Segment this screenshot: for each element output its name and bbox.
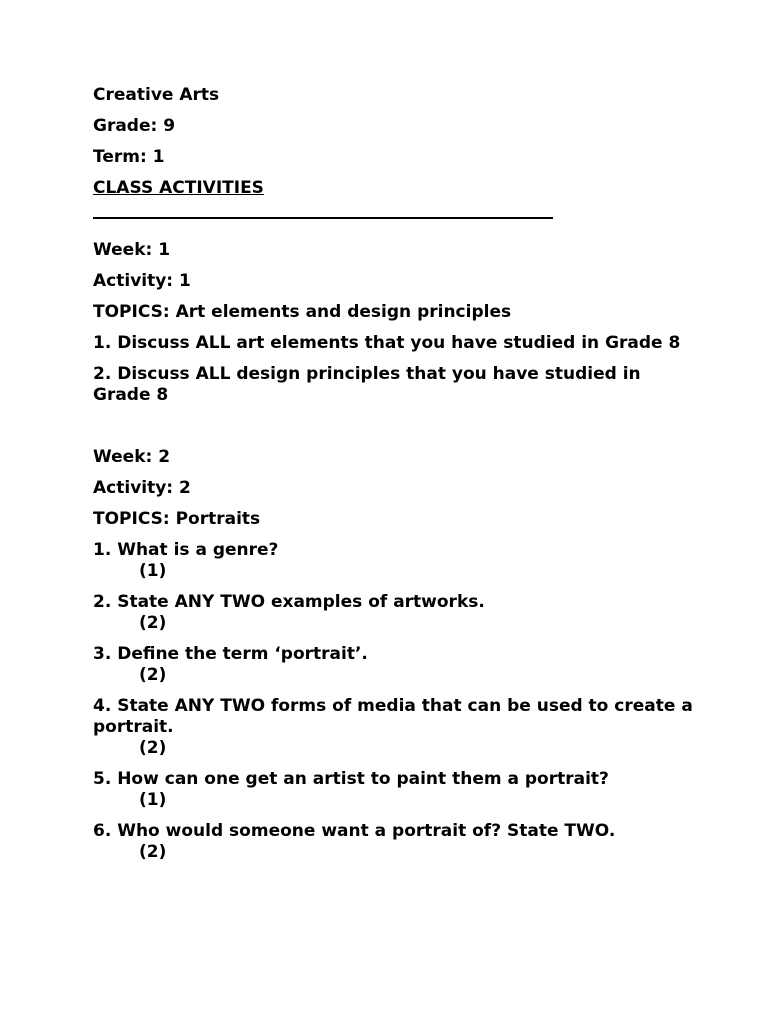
activity-1-label: Activity: 1 (93, 271, 191, 291)
grade-label: Grade: 9 (93, 116, 176, 136)
activity-2-label: Activity: 2 (93, 478, 191, 498)
week-1-label: Week: 1 (93, 240, 171, 260)
question-mark-allocation: (2) (139, 738, 167, 758)
section-spacer (93, 416, 693, 447)
question-text: 4. State ANY TWO forms of media that can be used to create a portrait. (93, 696, 693, 737)
week-2-question-3 (93, 644, 693, 686)
question-mark-allocation: (2) (139, 665, 167, 685)
section-title: CLASS ACTIVITIES (93, 178, 264, 198)
week-1-question-2: 2. Discuss ALL design principles that you have studied in Grade 8 (93, 364, 641, 405)
question-text: 5. How can one get an artist to paint them a portrait? (93, 769, 609, 789)
week-2-question-6 (93, 821, 693, 863)
term-label: Term: 1 (93, 147, 165, 167)
question-text: 6. Who would someone want a portrait of? State TWO. (93, 821, 616, 841)
document-page (93, 85, 693, 873)
week-2-question-4 (93, 696, 693, 759)
week-1-section (93, 240, 693, 406)
week-2-question-5 (93, 769, 693, 811)
week-2-topics: TOPICS: Portraits (93, 509, 261, 529)
week-2-section (93, 447, 693, 863)
question-text: 2. State ANY TWO examples of artworks. (93, 592, 485, 612)
question-mark-allocation: (1) (139, 790, 167, 810)
question-mark-allocation: (2) (139, 842, 167, 862)
question-mark-allocation: (1) (139, 561, 167, 581)
horizontal-rule (93, 217, 553, 219)
week-2-label: Week: 2 (93, 447, 171, 467)
week-1-topics: TOPICS: Art elements and design principles (93, 302, 512, 322)
question-text: 3. Define the term ‘portrait’. (93, 644, 368, 664)
question-text: 1. What is a genre? (93, 540, 279, 560)
week-1-question-1: 1. Discuss ALL art elements that you have studied in Grade 8 (93, 333, 681, 353)
question-mark-allocation: (2) (139, 613, 167, 633)
week-2-question-2 (93, 592, 693, 634)
week-2-question-1 (93, 540, 693, 582)
subject-title: Creative Arts (93, 85, 220, 105)
